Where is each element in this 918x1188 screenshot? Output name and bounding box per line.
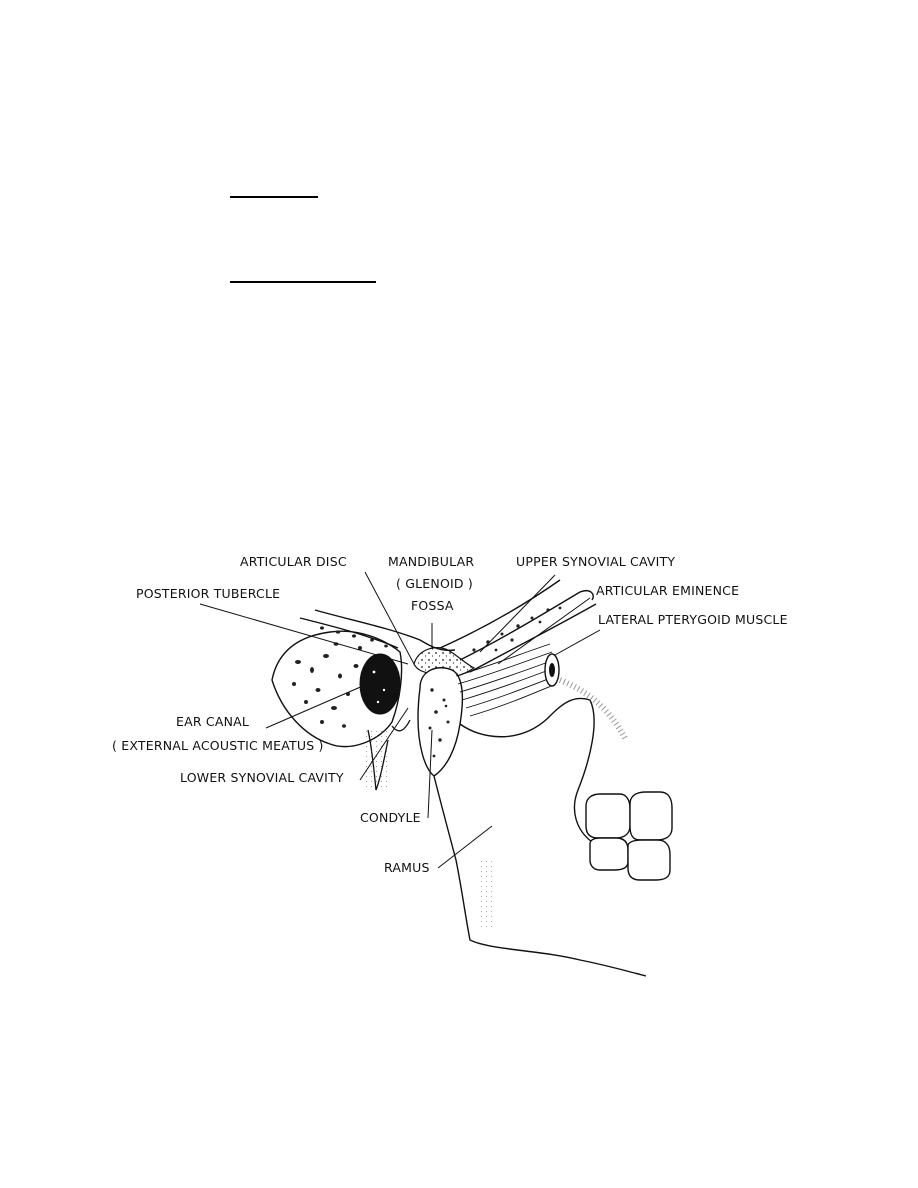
label-lateral-pterygoid-muscle: LATERAL PTERYGOID MUSCLE [598, 612, 788, 627]
label-fossa: FOSSA [411, 598, 454, 613]
label-ear-canal: EAR CANAL [176, 714, 250, 729]
styloid-stipple [366, 728, 390, 788]
label-posterior-tubercle: POSTERIOR TUBERCLE [136, 586, 281, 601]
condyle-shape [418, 668, 462, 776]
blank-underline-2 [230, 281, 376, 283]
muscle-cut-core [549, 663, 555, 677]
label-articular-disc: ARTICULAR DISC [240, 554, 347, 569]
tmj-anatomy-diagram [0, 530, 918, 990]
ear-canal-shape [360, 654, 400, 714]
label-glenoid: ( GLENOID ) [396, 576, 473, 591]
label-articular-eminence: ARTICULAR EMINENCE [596, 583, 740, 598]
label-mandibular: MANDIBULAR [388, 554, 475, 569]
label-external-acoustic-meatus: ( EXTERNAL ACOUSTIC MEATUS ) [112, 738, 324, 753]
label-lower-synovial-cavity: LOWER SYNOVIAL CAVITY [180, 770, 344, 785]
label-ramus: RAMUS [384, 860, 430, 875]
blank-underline-1 [230, 196, 318, 198]
label-condyle: CONDYLE [360, 810, 421, 825]
label-upper-synovial-cavity: UPPER SYNOVIAL CAVITY [516, 554, 676, 569]
ramus-stipple [478, 860, 496, 930]
molar-teeth [586, 792, 672, 880]
